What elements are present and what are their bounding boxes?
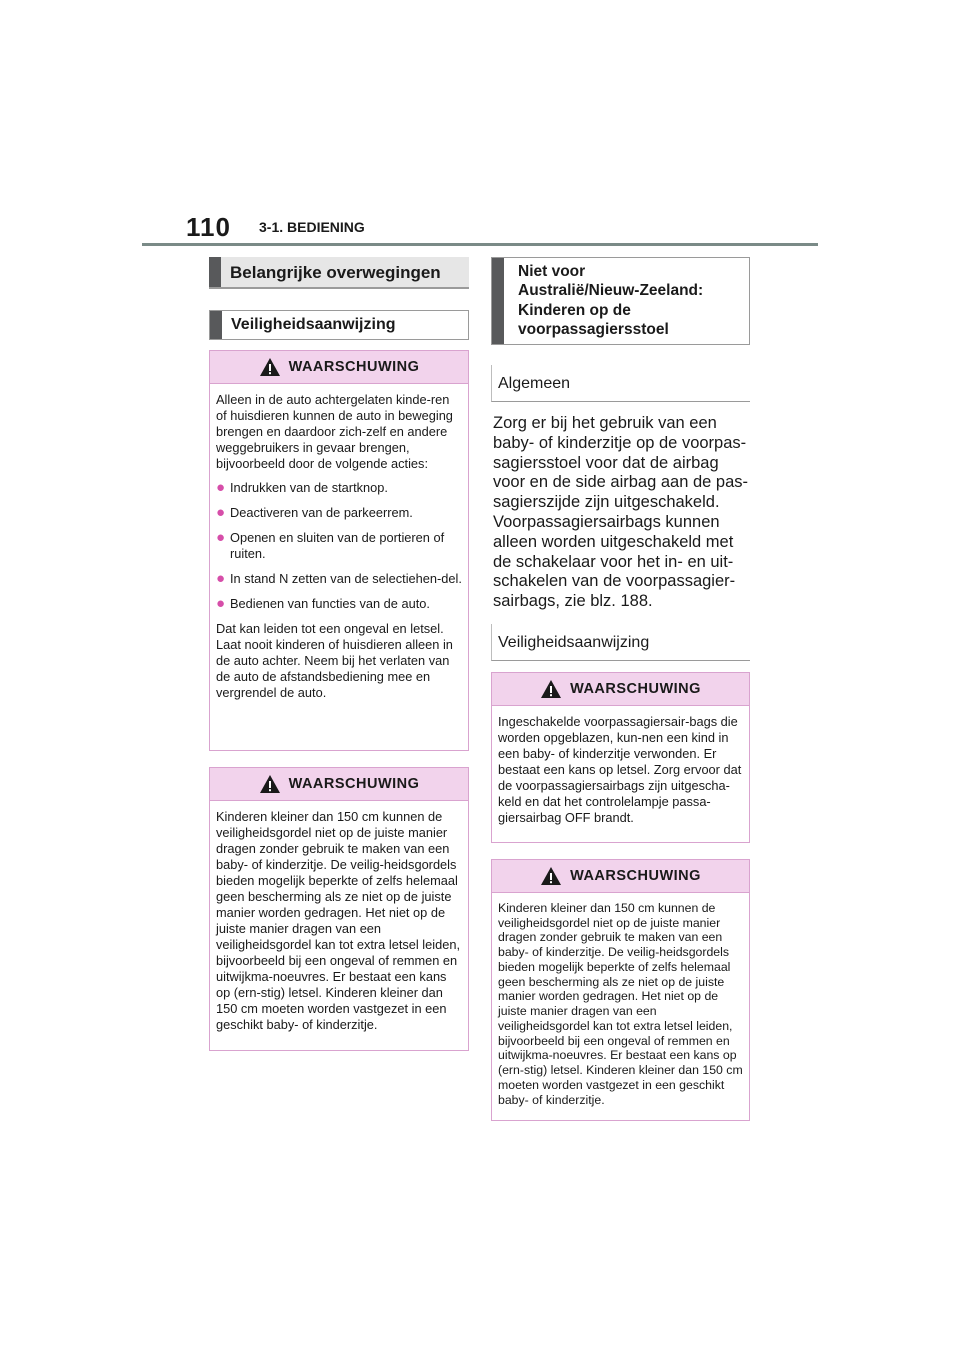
warning-text: Kinderen kleiner dan 150 cm kunnen de veiligheidsgordel niet op de juiste manier dragen zonder gebruik te maken van een baby- of kinderzitje. De veilig-heidsgordels bieden mogelijk beperkte of zelfs helemaal geen bescherming als ze niet op de juiste manier worden gedragen. Het niet op de juiste manier dragen van een veiligheidsgordel kan tot extra letsel leiden, bijvoorbeeld bij een ongeval of remmen en uitwijkma-noeuvres. Er bestaat een kans op (ern-stig) letsel. Kinderen kleiner dan 150 cm moeten worden vastgezet in een geschikt baby- of kinderzitje. (216, 809, 460, 1032)
list-item: ● Openen en sluiten van de portieren of ruiten. (216, 528, 445, 561)
warning-icon (259, 357, 281, 377)
warning-header (492, 673, 749, 706)
warning-intro: Alleen in de auto achtergelaten kinde-ren of huisdieren kunnen de auto in beweging brengen en daardoor zich-zelf en andere weggebruikers in gevaar brengen, bijvoorbeeld door de volgende acties: (216, 392, 453, 471)
warning-box-airbag (491, 672, 750, 843)
sub-heading-safety (209, 310, 469, 340)
general-text: Zorg er bij het gebruik van een baby- of kinderzitje op de voorpas-sagiersstoel voor dat de airbag voor en de side airbag aan de pas-sagierszijde zijn uitgeschakeld. Voorpassagiersairbags kunnen alleen worden uitgeschakeld met de schakelaar voor het in- en uit-schakelen van de voorpassagier-sairbags, zie blz. 188. (493, 414, 749, 611)
warning-body (492, 706, 749, 834)
warning-box-seatbelt (209, 767, 469, 1051)
sub-heading-general: Algemeen (491, 365, 750, 402)
warning-title: WAARSCHUWING (288, 776, 420, 792)
warning-title: WAARSCHUWING (288, 359, 420, 375)
warning-icon (540, 679, 562, 699)
list-item: ● Bedienen van functies van de auto. (216, 594, 430, 612)
warning-title: WAARSCHUWING (570, 680, 701, 697)
heading-front-passenger (491, 257, 750, 345)
warning-icon (540, 866, 562, 886)
right-column (491, 257, 750, 1121)
left-column (209, 257, 469, 1051)
warning-box-unattended (209, 350, 469, 751)
warning-text: Ingeschakelde voorpassagiersair-bags die worden opgeblazen, kun-nen een kind in een baby- of kinderzitje verwonden. Er bestaat een kans op letsel. Zorg ervoor dat de voorpassagiersairbags zijn uitgescha-keld en dat het controlelampje passa-giersairbag OFF brandt. (498, 713, 742, 825)
heading-front-passenger-label: Niet voor Australië/Nieuw-Zeeland: Kinderen op de voorpassagiersstoel (518, 263, 704, 339)
warning-text: Kinderen kleiner dan 150 cm kunnen de veiligheidsgordel niet op de juiste manier dragen zonder gebruik te maken van een baby- of kinderzitje. De veilig-heidsgordels bieden mogelijk beperkte of zelfs helemaal geen bescherming als ze niet op de juiste manier worden gedragen. Het niet op de juiste manier dragen van een veiligheidsgordel kan tot extra letsel leiden, bijvoorbeeld bij een ongeval of remmen en uitwijkma-noeuvres. Er bestaat een kans op (ern-stig) letsel. Kinderen kleiner dan 150 cm moeten worden vastgezet in een geschikt baby- of kinderzitje. (498, 900, 743, 1107)
main-heading-label: Belangrijke overwegingen (230, 263, 441, 282)
main-heading (209, 257, 469, 289)
warning-body (210, 801, 468, 1041)
warning-header (492, 860, 749, 893)
section-title: 3-1. BEDIENING (259, 219, 365, 235)
sub-heading-safety-label: Veiligheidsaanwijzing (231, 316, 396, 333)
warning-header (210, 768, 468, 801)
header-divider (142, 243, 818, 246)
warning-title: WAARSCHUWING (570, 867, 701, 884)
page-number: 110 (186, 212, 231, 242)
sub-heading-safety-right: Veiligheidsaanwijzing (491, 624, 750, 661)
warning-body (492, 893, 749, 1116)
warning-outro: Dat kan leiden tot een ongeval en letsel. Laat nooit kinderen of huisdieren alleen in de auto achter. Neem bij het verlaten van de auto de afstandsbediening mee en vergrendel de auto. (216, 620, 453, 700)
list-item: ● Indrukken van de startknop. (216, 478, 388, 496)
warning-header (210, 351, 468, 384)
warning-icon (259, 774, 281, 794)
warning-box-seatbelt-right (491, 859, 750, 1121)
list-item: ● Deactiveren van de parkeerrem. (216, 503, 413, 521)
list-item: ● In stand N zetten van de selectiehen-del. (216, 569, 462, 587)
warning-body (210, 384, 468, 709)
